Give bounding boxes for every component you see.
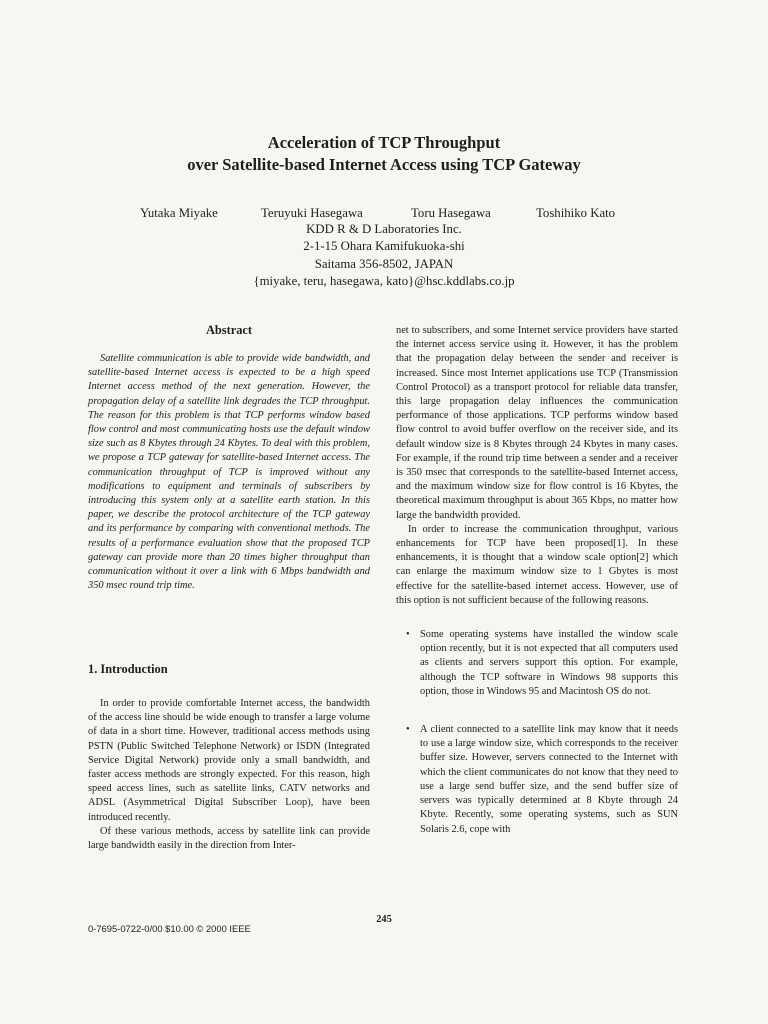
copyright-footer: 0-7695-0722-0/00 $10.00 © 2000 IEEE <box>88 923 251 934</box>
introduction-paragraph-1: In order to provide comfortable Internet access, the bandwidth of the access line should be wide enough to transfer a large volume of data in a short time. However, traditional access methods using PSTN (Public Switched Telephone Network) or ISDN (Integrated Service Digital Network) provide only a small bandwidth, and faster access methods are strongly expected. For this reason, high speed access lines, such as satellite links, CATV networks and ADSL (Asymmetrical Digital Subscriber Loop), have been introduced recently. <box>88 698 370 823</box>
paper-title <box>0 132 768 176</box>
right-paragraph-2: In order to increase the communication throughput, various enhancements for TCP have been proposed[1]. In these enhancements, it is thought that a window scale option[2] which can enlarge the maximum window size to 1 Gbytes is most effective for the satellite-based internet access. However, use of this option is not sufficient because of the following reasons. <box>396 523 678 606</box>
author-2: Teruyuki Hasegawa <box>261 206 363 220</box>
title-line-1: Acceleration of TCP Throughput <box>267 133 501 152</box>
reason-list <box>396 628 678 837</box>
affiliation <box>0 221 768 291</box>
abstract-paragraph: Satellite communication is able to provide wide bandwidth, and satellite-based Internet access is expected to be a high speed Internet access method of the next generation. However, the propagation delay of a satellite link degrades the TCP throughput. The reason for this problem is that TCP performs window based flow control and most communicating hosts use the default window size such as 8 Kbytes through 24 Kbytes. To deal with this problem, we propose a TCP gateway for satellite-based Internet access. The communication throughput of TCP is improved without any modifications to equipment and terminals of subscribers by introducing this system only at a satellite earth station. In this paper, we describe the protocol architecture of the TCP gateway and its performance by comparing with conventional methods. The results of a performance evaluation show that the proposed TCP gateway can provide more than 20 times higher throughput than communication without it over a link with 6 Mbps bandwidth and 350 msec round trip time. <box>88 353 370 592</box>
right-column <box>396 324 678 837</box>
bullet-icon: • <box>406 724 410 736</box>
introduction-paragraph-2: Of these various methods, access by satellite link can provide large bandwidth easily in the direction from Inter- <box>88 825 370 852</box>
page-number: 245 <box>376 914 392 925</box>
abstract-heading: Abstract <box>205 323 253 337</box>
list-item-text: Some operating systems have installed the window scale option recently, but it is not expected that all computers used as clients and servers support this option. For example, although the TCP software in Windows 98 supports this option, those in Windows 95 and Macintosh OS do not. <box>420 629 678 697</box>
author-1: Yutaka Miyake <box>140 206 218 220</box>
introduction-body <box>88 697 370 853</box>
title-line-2: over Satellite-based Internet Access using TCP Gateway <box>187 155 581 174</box>
affiliation-org: KDD R & D Laboratories Inc. <box>306 222 462 236</box>
list-item <box>396 723 678 837</box>
abstract-body <box>88 352 370 593</box>
introduction-heading: 1. Introduction <box>88 662 168 676</box>
author-3: Toru Hasegawa <box>411 206 491 220</box>
bullet-icon: • <box>406 629 410 641</box>
right-paragraph-1: net to subscribers, and some Internet service providers have started the internet access service using it. However, it has the problem that the propagation delay between the sender and receiver is increased. Since most Internet applications use TCP (Transmission Control Protocol) as a transport protocol for reliable data transfer, this large propagation delay influences the communication performance of those applications. TCP performs window based flow control to avoid buffer overflow on the receiver side, and its default window size is 8 Kbytes through 24 Kbytes in many cases. For example, if the round trip time between a sender and a receiver is 350 msec that corresponds to the satellite-based Internet access, and the maximum window size for flow control is 16 Kbytes, the theoretical maximum throughput is about 365 Kbps, no matter how large the bandwidth provided. <box>396 325 678 521</box>
affiliation-address-1: 2-1-15 Ohara Kamifukuoka-shi <box>303 239 465 254</box>
list-item <box>396 628 678 699</box>
affiliation-email: {miyake, teru, hasegawa, kato}@hsc.kddlabs.co.jp <box>253 274 515 289</box>
list-item-text: A client connected to a satellite link may know that it needs to use a large window size, which corresponds to the receiver buffer size. However, servers connected to the Internet with which the client communicates do not know that they need to use a large send buffer size, and the send buffer size of servers was typically determined at 8 Kbyte through 24 Kbyte. Recently, some operating systems, such as SUN Solaris 2.6, cope with <box>420 724 678 835</box>
author-4: Toshihiko Kato <box>536 206 616 220</box>
affiliation-address-2: Saitama 356-8502, JAPAN <box>314 256 454 271</box>
